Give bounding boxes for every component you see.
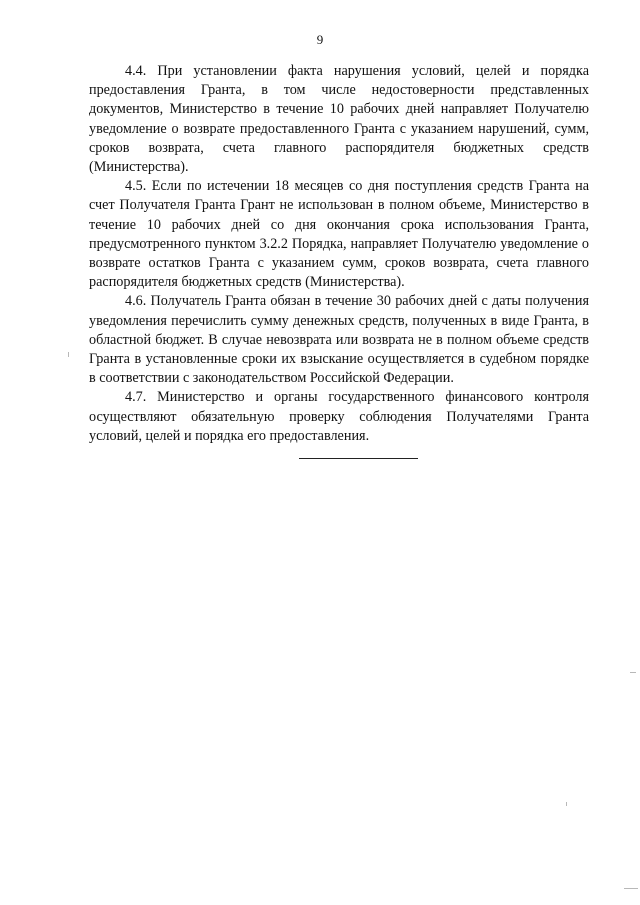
end-of-text-rule [299,458,418,459]
paragraph-4-5: 4.5. Если по истечении 18 месяцев со дня поступления средств Гранта на счет Получателя Гранта Грант не использован в полном объеме, Министерство в течение 10 рабочих дней со дня окончания срока использования Гранта, предусмотренного пунктом 3.2.2 Порядка, направляет Получателю уведомление о возврате остатков Гранта с указанием сумм, сроков возврата, счета главного распорядителя бюджетных средств (Министерства). [89,178,589,291]
page-number: 9 [316,32,324,47]
document-body [89,62,589,446]
paragraph-4-6: 4.6. Получатель Гранта обязан в течение 30 рабочих дней с даты получения уведомления перечислить сумму денежных средств, полученных в виде Гранта, в областной бюджет. В случае невозврата или возврата не в полном объеме средств Гранта в установленные сроки их взыскание осуществляется в судебном порядке в соответствии с законодательством Российской Федерации. [89,293,589,387]
scan-speck [630,672,636,673]
scan-speck [566,802,567,806]
paragraph-4-4: 4.4. При установлении факта нарушения условий, целей и порядка предоставления Гранта, в том числе недостоверности представленных документов, Министерство в течение 10 рабочих дней направляет Получателю уведомление о возврате предоставленного Гранта с указанием нарушений, сумм, сроков возврата, счета главного распорядителя бюджетных средств (Министерства). [89,63,589,176]
scan-speck [68,352,69,357]
paragraph-4-7: 4.7. Министерство и органы государственного финансового контроля осуществляют обязательную проверку соблюдения Получателями Гранта условий, целей и порядка его предоставления. [89,389,589,444]
scan-speck [624,888,638,889]
